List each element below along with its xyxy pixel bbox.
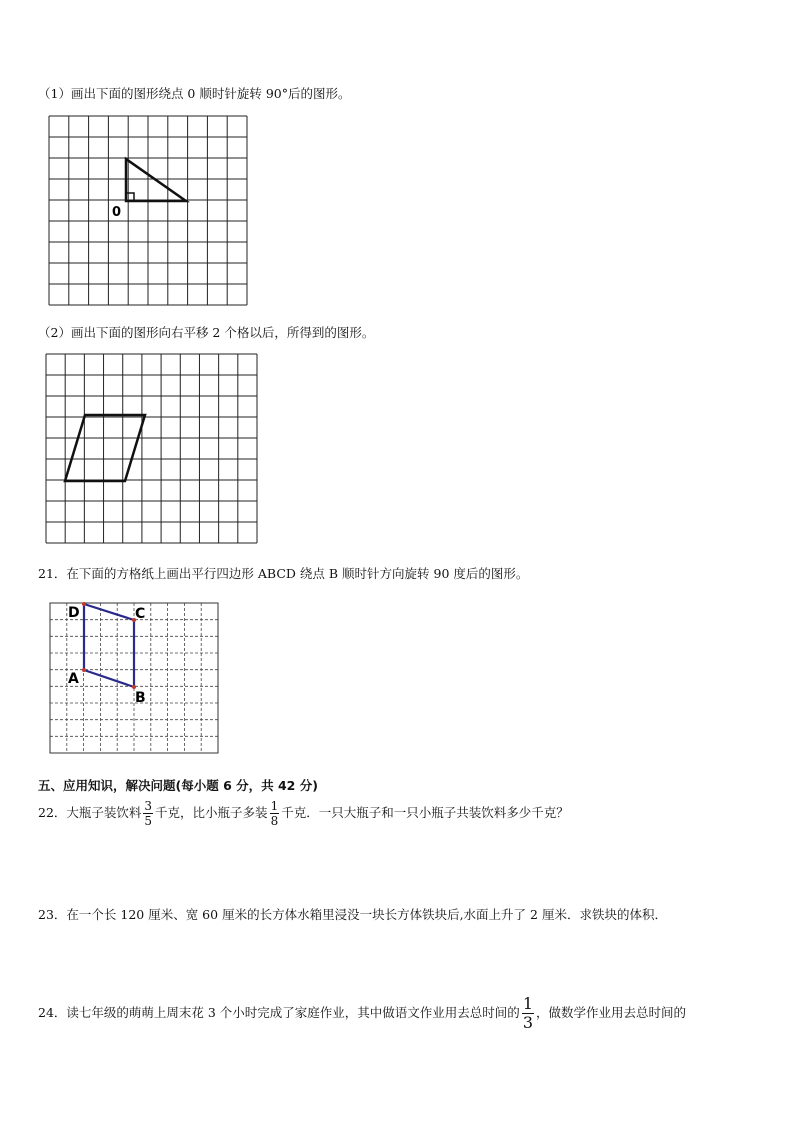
q21-grid-figure xyxy=(50,603,220,755)
q21-label-c: C xyxy=(135,606,146,622)
q24-fraction xyxy=(522,996,534,1031)
q22-frac1-denominator: 5 xyxy=(144,814,153,828)
q22-frac2-numerator: 1 xyxy=(270,799,279,813)
q22-before: 22．大瓶子装饮料 xyxy=(38,805,142,820)
q1-text: （1）画出下面的图形绕点 0 顺时针旋转 90°后的图形。 xyxy=(38,86,351,101)
section5-title: 五、应用知识，解决问题(每小题 6 分，共 42 分) xyxy=(38,778,318,793)
q24-text xyxy=(38,996,686,1031)
q21-vertex-a xyxy=(82,668,86,672)
q1-right-triangle xyxy=(126,159,186,201)
q21-parallelogram-abcd xyxy=(84,604,134,687)
q24-before: 24．读七年级的萌萌上周末花 3 个小时完成了家庭作业，其中做语文作业用去总时间的 xyxy=(38,1005,520,1020)
q2-grid-figure xyxy=(45,353,259,545)
q21-vertex-d xyxy=(82,602,86,606)
q24-frac-denominator: 3 xyxy=(522,1013,533,1032)
q2-parallelogram xyxy=(65,415,145,481)
q22-middle: 千克，比小瓶子多装 xyxy=(155,805,268,820)
q22-frac2-denominator: 8 xyxy=(270,814,279,828)
q21-label-d: D xyxy=(68,605,80,621)
q21-label-b: B xyxy=(135,690,146,706)
q1-point-label: 0 xyxy=(112,205,122,220)
q1-grid-figure xyxy=(48,115,248,307)
q2-text: （2）画出下面的图形向右平移 2 个格以后，所得到的图形。 xyxy=(38,325,375,340)
q21-text: 21．在下面的方格纸上画出平行四边形 ABCD 绕点 B 顺时针方向旋转 90 度后的图形。 xyxy=(38,566,529,581)
q22-frac1-numerator: 3 xyxy=(144,799,153,813)
q21-vertex-b xyxy=(132,685,136,689)
q22-text xyxy=(38,800,569,827)
q23-text: 23．在一个长 120 厘米、宽 60 厘米的长方体水箱里浸没一块长方体铁块后,水面上升了 2 厘米．求铁块的体积． xyxy=(38,907,667,922)
q22-fraction-1 xyxy=(143,800,153,827)
q24-frac-numerator: 1 xyxy=(522,994,533,1013)
q24-after: ，做数学作业用去总时间的 xyxy=(536,1005,687,1020)
q22-after: 千克．一只大瓶子和一只小瓶子共装饮料多少千克？ xyxy=(281,805,569,820)
q21-label-a: A xyxy=(68,671,79,687)
q22-fraction-2 xyxy=(270,800,280,827)
